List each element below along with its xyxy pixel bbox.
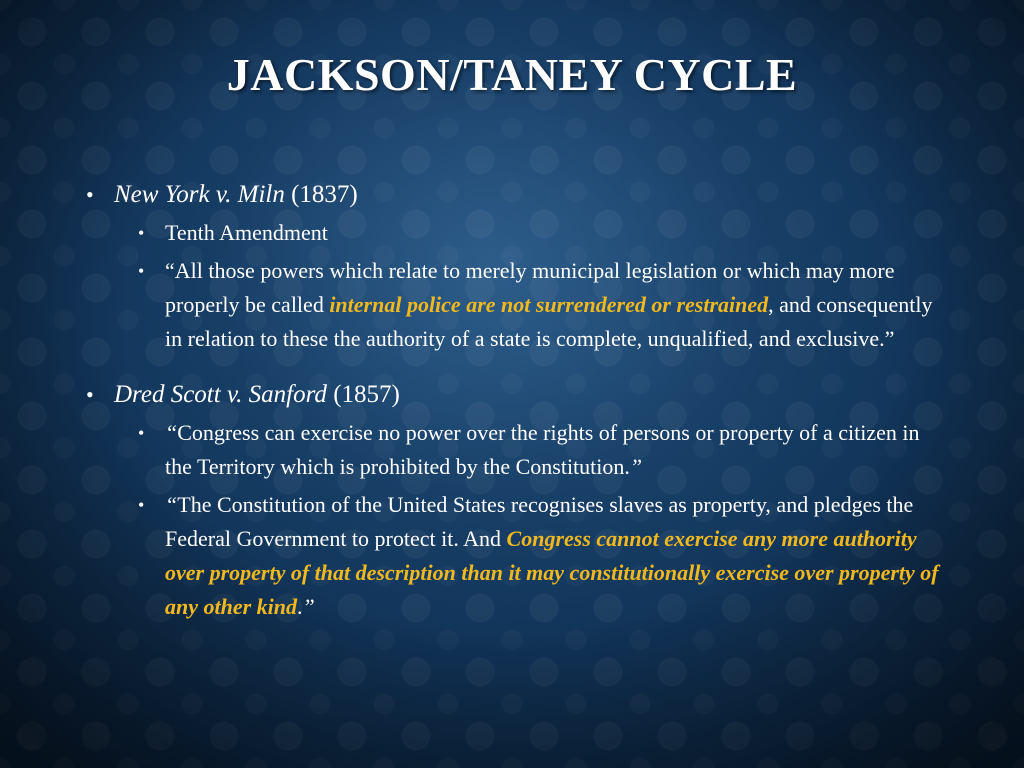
sub-bullet-dred-scott-quote-2 bbox=[138, 488, 946, 624]
quote-close-mark: ” bbox=[629, 454, 643, 479]
bullet-icon: • bbox=[138, 423, 145, 443]
sub-bullet-dred-scott-quote-1 bbox=[138, 416, 946, 484]
bullet-icon: • bbox=[86, 382, 94, 407]
case-name: Dred Scott v. Sanford bbox=[114, 381, 327, 408]
slide-content bbox=[86, 178, 946, 624]
slide-title: JACKSON/TANEY CYCLE bbox=[226, 49, 798, 100]
quote-text: “All those powers which relate to merely municipal legislation or which may more properly be called bbox=[165, 258, 895, 317]
sub-bullet-tenth-amendment bbox=[138, 216, 946, 250]
quote-text: Congress can exercise no power over the rights of persons or property of a citizen in the Territory which is prohibited by the Constitution. bbox=[165, 420, 920, 479]
quote-close-mark: ” bbox=[302, 594, 315, 619]
sub-bullet-miln-quote bbox=[138, 254, 946, 356]
quote-highlight: Congress cannot exercise any more authority over property of that description than it may constitutionally exercise over property of any other kind bbox=[165, 526, 939, 619]
bullet-case-dred-scott-v-sanford bbox=[86, 378, 946, 412]
case-name: New York v. Miln bbox=[114, 181, 285, 208]
quote-text-end: , and consequently in relation to these the authority of a state is complete, unqualified, and exclusive.” bbox=[165, 292, 933, 351]
bullet-case-new-york-v-miln bbox=[86, 178, 946, 212]
quote-period: . bbox=[297, 594, 303, 619]
quote-open-mark: “ bbox=[165, 420, 178, 445]
quote-text: The Constitution of the United States recognises slaves as property, and pledges the Federal Government to protect it. And bbox=[165, 492, 914, 551]
quote-open-mark: “ bbox=[165, 492, 178, 517]
quote-highlight: internal police are not surrendered or restrained bbox=[329, 292, 769, 317]
sub-bullet-text: Tenth Amendment bbox=[165, 220, 328, 245]
case-year: (1837) bbox=[284, 181, 358, 208]
bullet-icon: • bbox=[138, 495, 145, 515]
bullet-icon: • bbox=[138, 261, 145, 281]
case-year: (1857) bbox=[326, 381, 400, 408]
bullet-icon: • bbox=[138, 223, 145, 243]
bullet-icon: • bbox=[86, 182, 94, 207]
